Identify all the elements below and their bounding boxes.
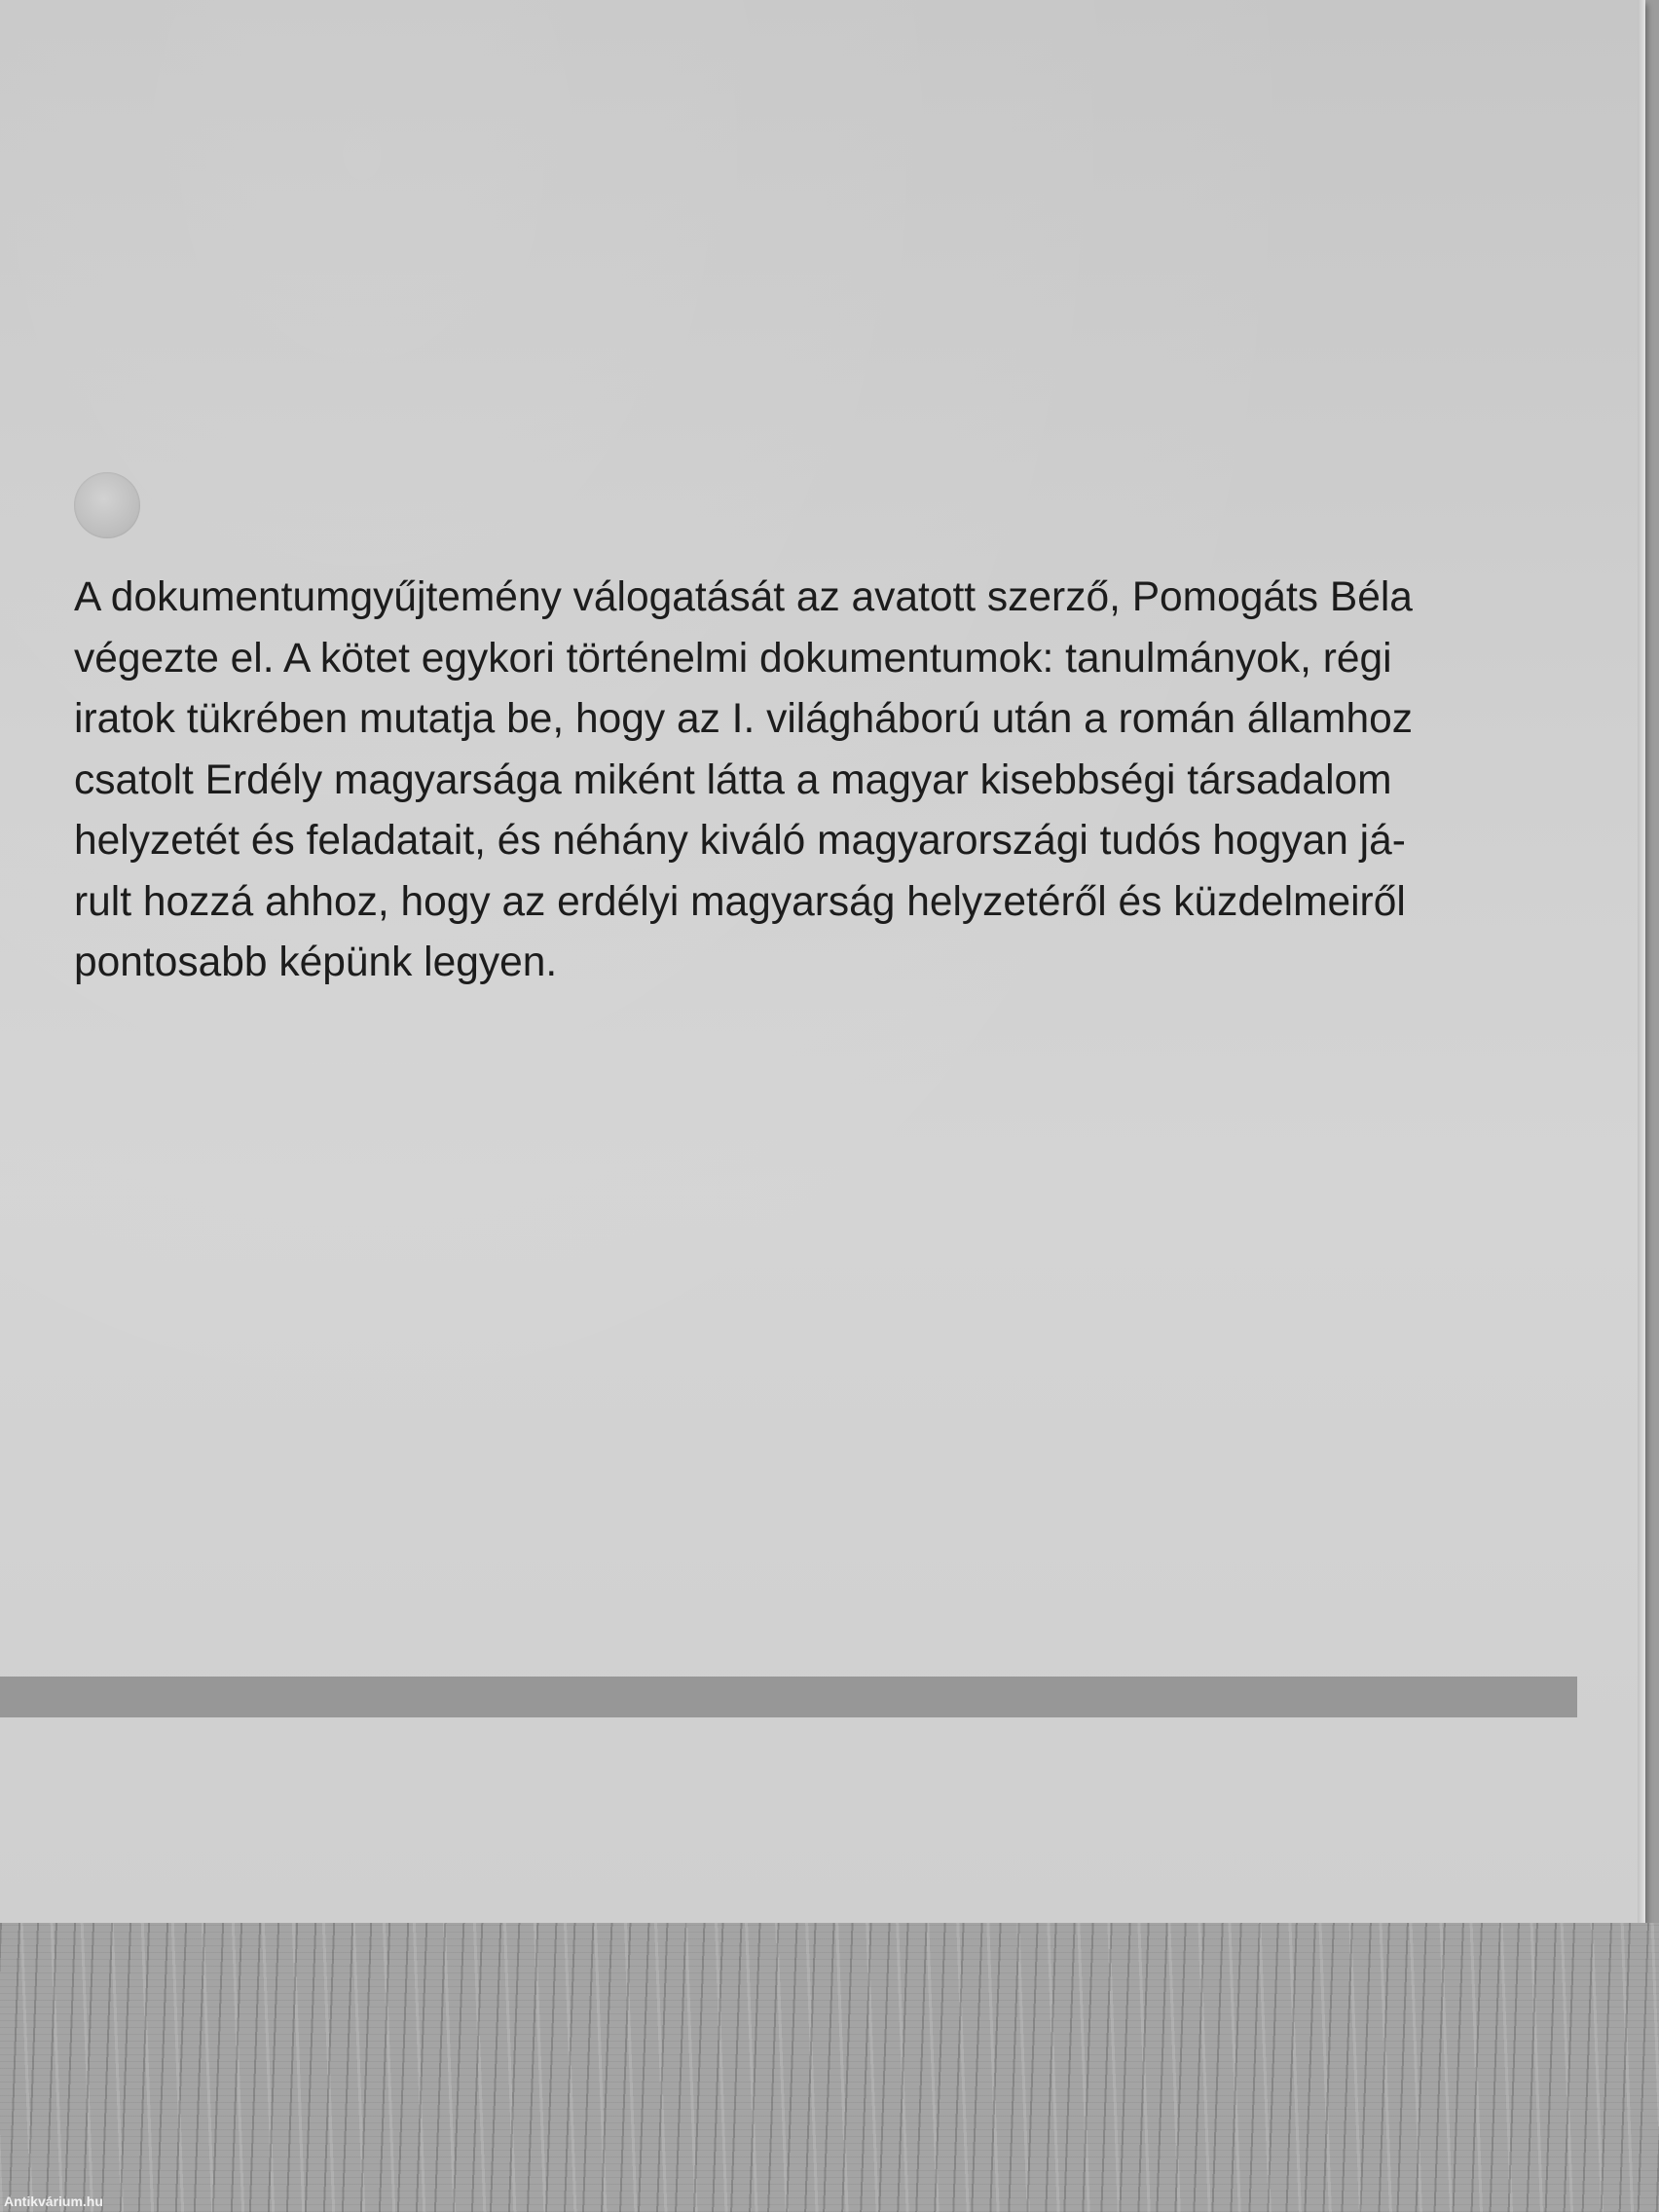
blurb-line: helyzetét és feladatait, és néhány kiváló magyarországi tudós hogyan já-	[74, 818, 1406, 864]
table-surface	[0, 1923, 1659, 2212]
watermark: Antikvárium.hu	[4, 2194, 103, 2209]
blurb-line: A dokumentumgyűjtemény válogatását az avatott szerző, Pomogáts Béla	[74, 574, 1413, 620]
blurb-line: csatolt Erdély magyarsága miként látta a magyar kisebbségi társadalom	[74, 756, 1392, 803]
blurb-line: végezte el. A kötet egykori történelmi dokumentumok: tanulmányok, régi	[74, 635, 1392, 682]
blurb-line: pontosabb képünk legyen.	[74, 940, 558, 985]
blurb-line: rult hozzá ahhoz, hogy az erdélyi magyarság helyzetéről és küzdelmeiről	[74, 878, 1406, 925]
cover-page-edge	[1638, 0, 1645, 1923]
decorative-circle	[74, 472, 140, 538]
decorative-stripe	[0, 1677, 1577, 1717]
blurb-line: iratok tükrében mutatja be, hogy az I. világháború után a román államhoz	[74, 696, 1413, 742]
cover-blurb-text	[74, 568, 1583, 994]
